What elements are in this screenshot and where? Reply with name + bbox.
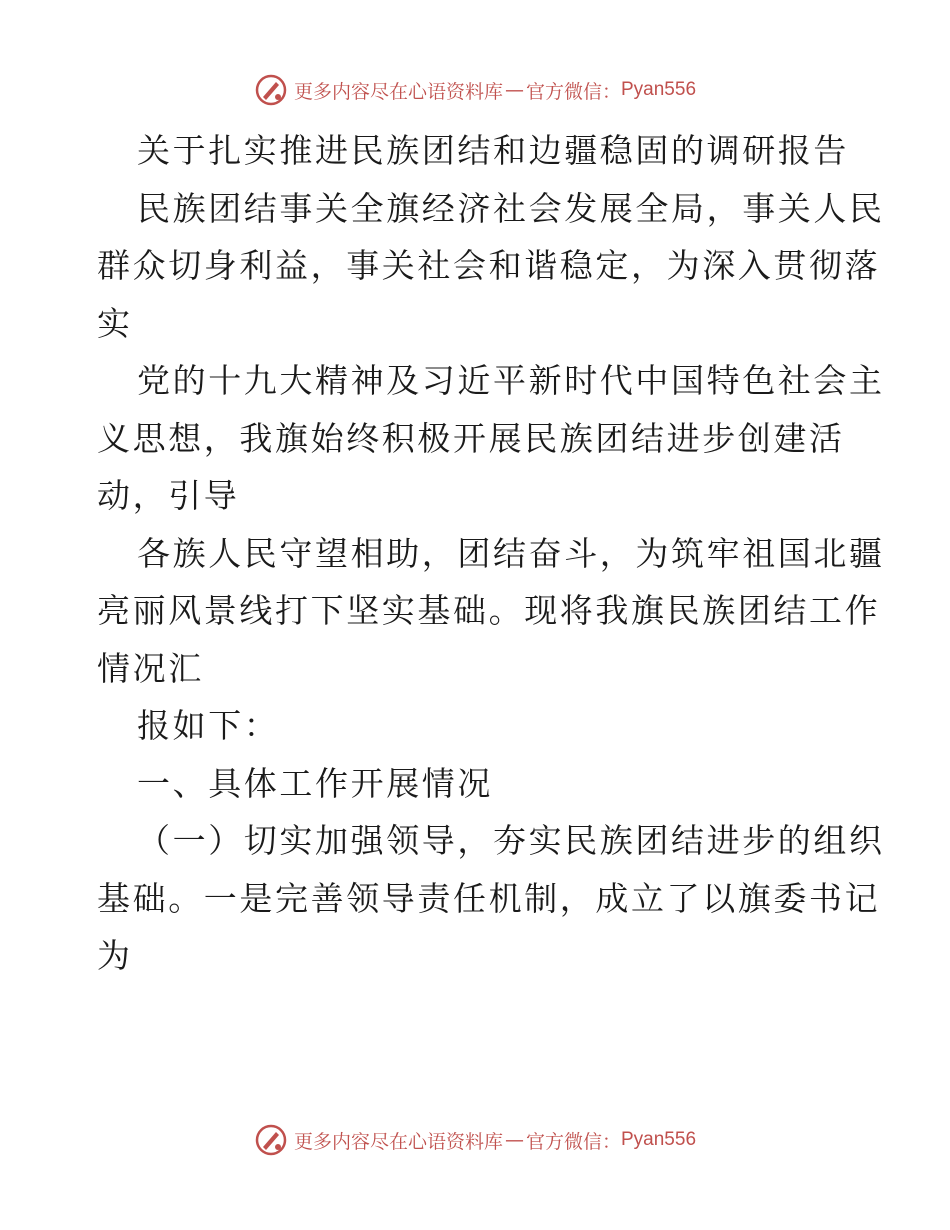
watermark-label: 官方微信： [525,1130,621,1153]
document-title: 关于扎实推进民族团结和边疆稳固的调研报告 [137,131,849,170]
header-watermark [0,70,950,110]
text-line: 群众切身利益，事关社会和谐稳定，为深入贯彻落 [97,246,881,285]
pen-seal-logo-icon [254,73,288,107]
text-line: 民族团结事关全旗经济社会发展全局，事关人民 [137,188,885,228]
text-line: 报如下： [137,706,280,745]
watermark-id: Pyan556 [621,1129,697,1150]
text-line: 基础。一是完善领导责任机制，成立了以旗委书记 [97,878,881,918]
text-line: 各族人民守望相助，团结奋斗，为筑牢祖国北疆 [137,533,885,573]
text-line: 义思想，我旗始终积极开展民族团结进步创建活 [97,418,845,458]
watermark-dash: — [504,79,524,101]
document-body [97,122,885,985]
text-line: 为 [97,936,133,975]
watermark-main-text: 更多内容尽在心语资料库 [293,1130,503,1153]
watermark-label: 官方微信： [525,80,621,103]
text-line: 实 [97,303,133,343]
subsection-heading: （一）切实加强领导，夯实民族团结进步的组织 [137,821,885,860]
watermark-dash: — [504,1129,524,1151]
watermark-main-text: 更多内容尽在心语资料库 [293,80,503,103]
footer-watermark [0,1120,950,1160]
watermark-id: Pyan556 [621,79,697,100]
text-line: 党的十九大精神及习近平新时代中国特色社会主 [137,361,885,400]
pen-seal-logo-icon [254,1123,288,1157]
text-line: 动，引导 [97,476,240,515]
text-line: 情况汇 [97,648,204,688]
text-line: 亮丽风景线打下坚实基础。现将我旗民族团结工作 [97,591,881,630]
section-heading: 一、具体工作开展情况 [137,763,493,803]
